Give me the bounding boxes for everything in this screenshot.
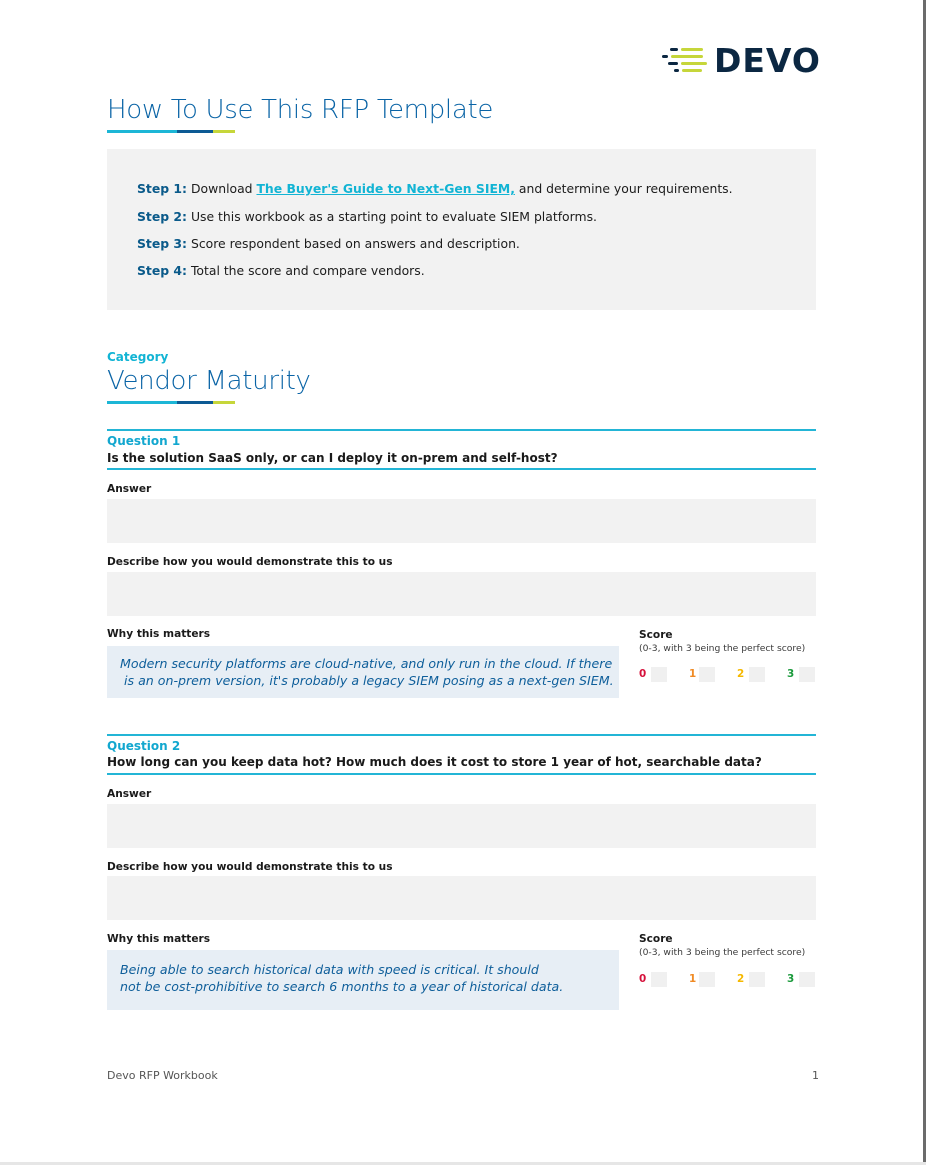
- question-2-text: How long can you keep data hot? How much does it cost to store 1 year of hot, searchable data?: [107, 755, 762, 769]
- question-1-score-label: Score: [639, 629, 673, 641]
- question-2-top-rule: [107, 734, 816, 736]
- question-1-why-box: [107, 646, 619, 698]
- question-1-score-3-label: 3: [787, 668, 795, 680]
- step-3-label: Step 3:: [137, 236, 188, 251]
- page-number: 1: [812, 1069, 819, 1082]
- question-1-score-0-box[interactable]: [651, 667, 667, 682]
- footer-title: Devo RFP Workbook: [107, 1069, 218, 1082]
- title-underline: [107, 130, 235, 133]
- logo-wordmark: DEVO: [714, 41, 821, 80]
- question-2-demo-field[interactable]: [107, 876, 816, 920]
- question-2-why-box: [107, 950, 619, 1010]
- question-2-score-3-box[interactable]: [799, 972, 815, 987]
- question-2-why-text: Being able to search historical data with speed is critical. It should not be cost-prohibitive to search 6 months to a year of historical data.: [120, 962, 564, 994]
- question-2-score-2-box[interactable]: [749, 972, 765, 987]
- question-1-number: Question 1: [107, 434, 181, 448]
- question-1-score-1-box[interactable]: [699, 667, 715, 682]
- question-2-score-3-label: 3: [787, 973, 795, 985]
- logo-speed-lines-icon: [660, 46, 710, 76]
- step-3: Step 3: Score respondent based on answers and description.: [137, 236, 520, 251]
- instructions-box: [107, 149, 816, 310]
- step-2: Step 2: Use this workbook as a starting point to evaluate SIEM platforms.: [137, 209, 597, 224]
- question-1-demo-label: Describe how you would demonstrate this to us: [107, 556, 393, 568]
- question-2-score-1-label: 1: [689, 973, 697, 985]
- question-1-score-2-box[interactable]: [749, 667, 765, 682]
- question-2-score-0-box[interactable]: [651, 972, 667, 987]
- question-1-why-text: Modern security platforms are cloud-native, and only run in the cloud. If there is an on-prem version, it's probably a legacy SIEM posing as a next-gen SIEM.: [120, 656, 614, 688]
- question-1-answer-label: Answer: [107, 483, 152, 495]
- question-1-score-0-label: 0: [639, 668, 647, 680]
- step-1-label: Step 1:: [137, 181, 188, 196]
- question-1-bottom-rule: [107, 468, 816, 470]
- question-2-number: Question 2: [107, 739, 181, 753]
- question-2-score-hint: (0-3, with 3 being the perfect score): [639, 947, 806, 958]
- question-1-why-label: Why this matters: [107, 628, 211, 640]
- question-2-answer-field[interactable]: [107, 804, 816, 848]
- question-1-top-rule: [107, 429, 816, 431]
- buyers-guide-link[interactable]: The Buyer's Guide to Next-Gen SIEM,: [256, 181, 515, 196]
- page-title: How To Use This RFP Template: [107, 95, 494, 125]
- question-1-score-1-label: 1: [689, 668, 697, 680]
- question-2-bottom-rule: [107, 773, 816, 775]
- category-label: Category: [107, 350, 169, 364]
- question-2-answer-label: Answer: [107, 788, 152, 800]
- question-2-score-label: Score: [639, 933, 673, 945]
- category-title: Vendor Maturity: [107, 366, 311, 396]
- question-1-demo-field[interactable]: [107, 572, 816, 616]
- question-1-answer-field[interactable]: [107, 499, 816, 543]
- question-1-score-hint: (0-3, with 3 being the perfect score): [639, 643, 806, 654]
- question-2-score-0-label: 0: [639, 973, 647, 985]
- step-4-label: Step 4:: [137, 263, 188, 278]
- step-2-label: Step 2:: [137, 209, 188, 224]
- category-underline: [107, 401, 235, 404]
- question-2-score-1-box[interactable]: [699, 972, 715, 987]
- step-1: Step 1: Download The Buyer's Guide to Next-Gen SIEM, and determine your requirements.: [137, 181, 733, 196]
- step-4: Step 4: Total the score and compare vendors.: [137, 263, 425, 278]
- question-1-text: Is the solution SaaS only, or can I deploy it on-prem and self-host?: [107, 451, 558, 465]
- question-2-why-label: Why this matters: [107, 933, 211, 945]
- question-1-score-3-box[interactable]: [799, 667, 815, 682]
- question-1-score-2-label: 2: [737, 668, 745, 680]
- question-2-score-2-label: 2: [737, 973, 745, 985]
- devo-logo: [660, 41, 821, 80]
- question-2-demo-label: Describe how you would demonstrate this to us: [107, 861, 393, 873]
